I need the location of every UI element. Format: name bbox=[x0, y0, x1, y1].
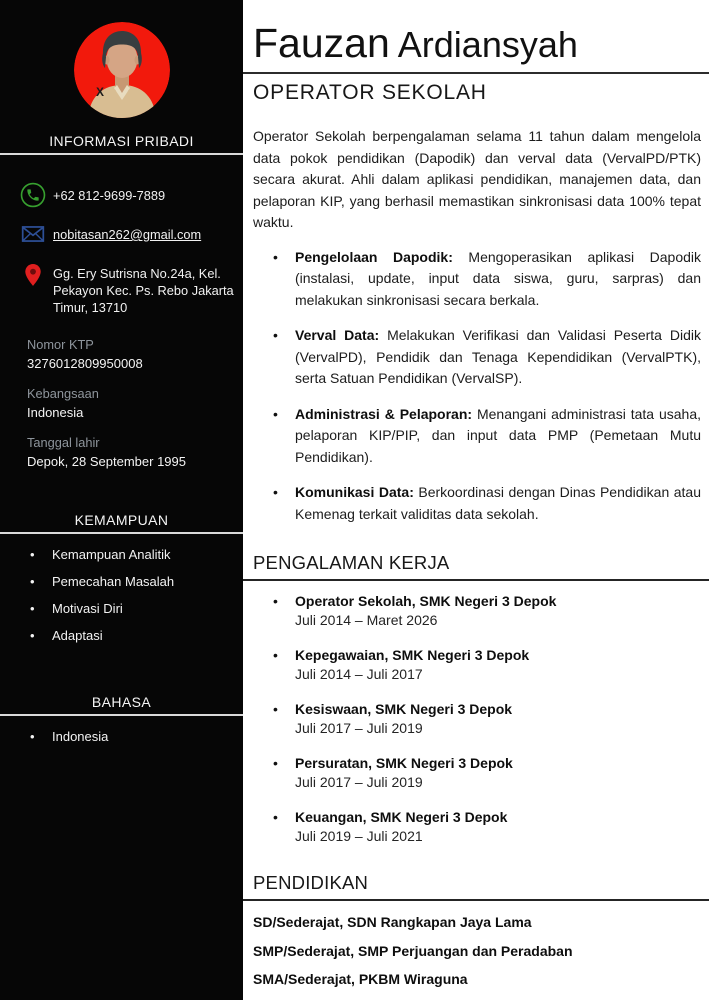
experience-title: • Keuangan, SMK Negeri 3 Depok bbox=[295, 809, 508, 825]
summary-paragraph: Operator Sekolah berpengalaman selama 11 tahun dalam mengelola data pokok pendidikan (Dapodik) dan verval data (VervalPD/PTK) secara akurat. Ahli dalam aplikasi pendidikan, manajemen data, dan pelaporan KIP, yang berhasil memastikan sinkronisasi data 100% tepat waktu. bbox=[253, 128, 701, 230]
highlight-text: Berkoordinasi dengan Dinas Pendidikan atau Kemenag terkait validitas data sekolah. bbox=[295, 484, 701, 522]
name-header bbox=[243, 0, 709, 74]
skill-item: • Adaptasi bbox=[22, 627, 237, 644]
experience-title: • Kepegawaian, SMK Negeri 3 Depok bbox=[295, 647, 530, 663]
contact-email-row bbox=[20, 221, 239, 247]
sidebar-section-language-heading: BAHASA bbox=[91, 694, 152, 710]
first-name: Fauzan bbox=[253, 20, 390, 66]
location-pin-icon bbox=[20, 262, 46, 288]
detail-value: 3276012809950008 bbox=[27, 356, 143, 371]
highlight-item bbox=[253, 482, 701, 525]
highlight-item bbox=[253, 404, 701, 469]
experience-item bbox=[253, 647, 701, 683]
highlight-label: Administrasi & Pelaporan: bbox=[295, 405, 473, 422]
contact-address-row bbox=[20, 260, 239, 316]
detail-label: Nomor KTP bbox=[27, 337, 94, 352]
skill-item: • Kemampuan Analitik bbox=[22, 546, 237, 563]
experience-period: Juli 2017 – Juli 2019 bbox=[295, 773, 423, 790]
profile-photo bbox=[74, 22, 170, 118]
highlight-item bbox=[253, 247, 701, 312]
language-list bbox=[0, 716, 243, 745]
detail-nationality bbox=[27, 386, 229, 421]
detail-ktp bbox=[27, 337, 229, 372]
highlight-label: Verval Data: bbox=[295, 327, 380, 343]
skill-item: • Motivasi Diri bbox=[22, 600, 237, 617]
contact-phone-row bbox=[20, 182, 239, 208]
highlight-text: Menangani administrasi tata usaha, pelaporan KIP/PIP, dan input data PMP (Pemetaan Mutu Pendidikan). bbox=[295, 405, 701, 465]
address-text: Gg. Ery Sutrisna No.24a, Kel. Pekayon Kec. Ps. Rebo Jakarta Timur, 13710 bbox=[53, 266, 234, 315]
experience-item bbox=[253, 809, 701, 845]
email-icon bbox=[20, 221, 46, 247]
email-link[interactable]: nobitasan262@gmail.com bbox=[53, 227, 202, 242]
highlight-item bbox=[253, 325, 701, 390]
experience-period: Juli 2017 – Juli 2019 bbox=[295, 719, 423, 736]
personal-details bbox=[0, 329, 243, 470]
education-section-heading: PENDIDIKAN bbox=[243, 872, 709, 901]
experience-title: • Persuratan, SMK Negeri 3 Depok bbox=[295, 755, 513, 771]
experience-list bbox=[253, 593, 701, 845]
contact-block bbox=[0, 155, 243, 316]
detail-value: Depok, 28 September 1995 bbox=[27, 454, 186, 469]
education-list bbox=[253, 914, 701, 988]
job-title: OPERATOR SEKOLAH bbox=[253, 81, 487, 104]
highlight-text: Melakukan Verifikasi dan Validasi Peserta Didik (VervalPD), Pendidik dan Tenaga Kependidikan (VervalPTK), serta Satuan Pendidikan (VervalSP). bbox=[295, 327, 701, 386]
highlight-text: Mengoperasikan aplikasi Dapodik (instalasi, update, input data siswa, guru, sarpras) dan melakukan sinkronisasi secara berkala. bbox=[295, 248, 702, 308]
highlights-list bbox=[253, 247, 701, 526]
detail-birthdate bbox=[27, 435, 229, 470]
experience-title: • Kesiswaan, SMK Negeri 3 Depok bbox=[295, 701, 513, 717]
skills-list bbox=[0, 534, 243, 644]
main-content bbox=[243, 0, 709, 1000]
experience-title: • Operator Sekolah, SMK Negeri 3 Depok bbox=[295, 593, 557, 609]
highlight-label: Komunikasi Data: bbox=[295, 484, 414, 500]
language-item: • Indonesia bbox=[22, 728, 237, 745]
experience-item bbox=[253, 701, 701, 737]
sidebar-section-skills-heading: KEMAMPUAN bbox=[74, 512, 169, 528]
experience-period: Juli 2019 – Juli 2021 bbox=[295, 827, 423, 844]
experience-item bbox=[253, 755, 701, 791]
detail-value: Indonesia bbox=[27, 405, 84, 420]
experience-item bbox=[253, 593, 701, 629]
skill-item: • Pemecahan Masalah bbox=[22, 573, 237, 590]
sidebar-section-personal-info-heading: INFORMASI PRIBADI bbox=[49, 133, 194, 149]
svg-text:X: X bbox=[95, 85, 104, 99]
highlight-label: Pengelolaan Dapodik: bbox=[295, 248, 453, 265]
phone-icon bbox=[20, 182, 46, 208]
experience-section-heading: PENGALAMAN KERJA bbox=[243, 552, 709, 581]
experience-period: Juli 2014 – Maret 2026 bbox=[295, 611, 438, 628]
detail-label: Tanggal lahir bbox=[27, 435, 100, 450]
experience-period: Juli 2014 – Juli 2017 bbox=[295, 665, 423, 682]
last-name: Ardiansyah bbox=[389, 24, 578, 65]
education-item: SMP/Sederajat, SMP Perjuangan dan Peradaban bbox=[253, 942, 573, 959]
phone-number: +62 812-9699-7889 bbox=[53, 188, 166, 203]
detail-label: Kebangsaan bbox=[27, 386, 99, 401]
sidebar bbox=[0, 0, 243, 1000]
education-item: SMA/Sederajat, PKBM Wiraguna bbox=[253, 971, 468, 987]
profile-photo-graphic bbox=[74, 22, 170, 118]
education-item: SD/Sederajat, SDN Rangkapan Jaya Lama bbox=[253, 914, 532, 930]
